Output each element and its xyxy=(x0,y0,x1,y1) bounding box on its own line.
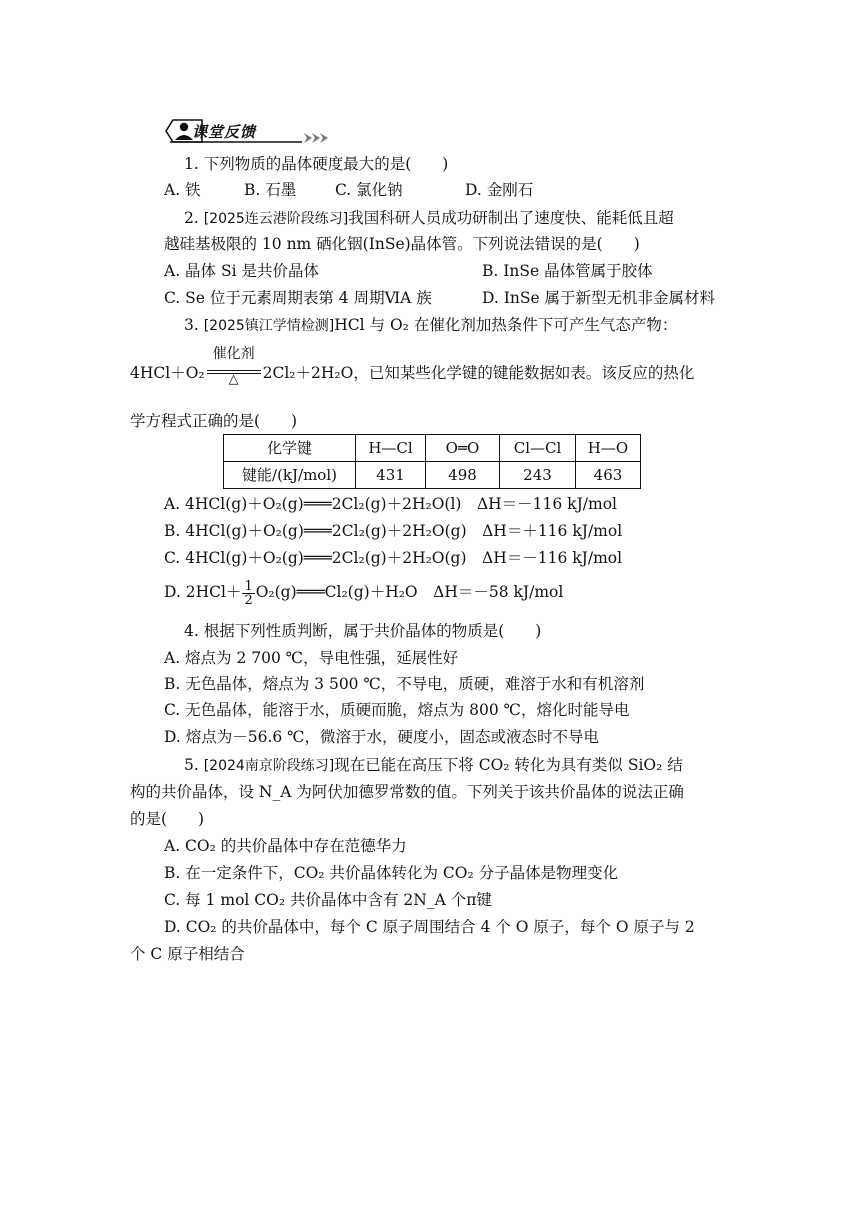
q5-stem-line1: 5. [2024南京阶段练习]现在已能在高压下将 CO₂ 转化为具有类似 SiO₂ 结 xyxy=(184,756,683,774)
q2-option-d: D. InSe 属于新型无机非金属材料 xyxy=(482,289,716,307)
q3-stem-line1: 3. [2025镇江学情检测]HCl 与 O₂ 在催化剂加热条件下可产生气态产物： xyxy=(184,316,678,334)
q4-option-a: A. 熔点为 2 700 ℃，导电性强，延展性好 xyxy=(164,649,459,667)
q4-option-c: C. 无色晶体，能溶于水，质硬而脆，熔点为 800 ℃，熔化时能导电 xyxy=(164,701,630,719)
q3-option-c: C. 4HCl(g)＋O₂(g)═══2Cl₂(g)＋2H₂O(g) ΔH＝－116 kJ/mol xyxy=(164,549,623,567)
table-cell: 243 xyxy=(500,462,576,489)
q5-option-d-continued: 个 C 原子相结合 xyxy=(130,945,245,963)
q3-option-a: A. 4HCl(g)＋O₂(g)═══2Cl₂(g)＋2H₂O(l) ΔH＝－116 kJ/mol xyxy=(164,495,617,513)
q3-option-b: B. 4HCl(g)＋O₂(g)═══2Cl₂(g)＋2H₂O(g) ΔH＝＋116 kJ/mol xyxy=(164,522,623,540)
q3-eq-right: 2Cl₂＋2H₂O，已知某些化学键的键能数据如表。该反应的热化 xyxy=(262,364,695,382)
q5-stem-line2: 构的共价晶体，设 N_A 为阿伏加德罗常数的值。下列关于该共价晶体的说法正确 xyxy=(130,783,684,801)
q5-source: [2024南京阶段练习] xyxy=(203,758,335,774)
q3-eq-left: 4HCl＋O₂ xyxy=(130,364,205,382)
q3-source: [2025镇江学情检测] xyxy=(203,318,335,334)
fraction-one-half: $\frac{1}{2}$ xyxy=(244,578,253,608)
q2-stem-line2: 越硅基极限的 10 nm 硒化铟(InSe)晶体管。下列说法错误的是( ) xyxy=(164,235,640,253)
q5-option-d: D. CO₂ 的共价晶体中，每个 C 原子周围结合 4 个 O 原子，每个 O 原子与 2 xyxy=(164,918,695,936)
q3-equation xyxy=(130,346,695,387)
q4-stem: 4. 根据下列性质判断，属于共价晶体的物质是( ) xyxy=(184,622,542,640)
table-header-cell: H—O xyxy=(576,435,641,462)
q1-option-a: A. 铁 xyxy=(164,181,201,199)
q1-stem: 1. 下列物质的晶体硬度最大的是( ) xyxy=(184,155,449,173)
q4-option-d: D. 熔点为－56.6 ℃，微溶于水，硬度小，固态或液态时不导电 xyxy=(164,728,600,746)
q1-option-d: D. 金刚石 xyxy=(465,181,534,199)
q5-option-a: A. CO₂ 的共价晶体中存在范德华力 xyxy=(164,837,407,855)
table-cell: 498 xyxy=(426,462,500,489)
q5-option-b: B. 在一定条件下，CO₂ 共价晶体转化为 CO₂ 分子晶体是物理变化 xyxy=(164,864,619,882)
table-row xyxy=(224,462,641,489)
q2-stem-line1: 2. [2025连云港阶段练习]我国科研人员成功研制出了速度快、能耗低且超 xyxy=(184,209,674,227)
table-header-cell: 化学键 xyxy=(224,435,356,462)
section-title: 课堂反馈 xyxy=(192,123,257,141)
q2-source: [2025连云港阶段练习] xyxy=(203,211,349,227)
q5-stem-line3: 的是( ) xyxy=(130,810,205,828)
q1-option-b: B. 石墨 xyxy=(244,181,297,199)
q2-option-b: B. InSe 晶体管属于胶体 xyxy=(482,262,653,280)
table-header-cell: H—Cl xyxy=(356,435,426,462)
table-cell: 463 xyxy=(576,462,641,489)
table-row-label: 键能/(kJ/mol) xyxy=(224,462,356,489)
q5-option-c: C. 每 1 mol CO₂ 共价晶体中含有 2N_A 个π键 xyxy=(164,891,492,909)
table-row xyxy=(224,435,641,462)
bond-energy-table xyxy=(223,434,641,489)
q2-option-c: C. Se 位于元素周期表第 4 周期ⅥA 族 xyxy=(164,289,432,307)
q3-option-d: D. 2HCl＋ $\frac{1}{2}$ O₂(g)═══Cl₂(g)＋H₂O ΔH＝－58 kJ/mol xyxy=(164,578,564,608)
q2-option-a: A. 晶体 Si 是共价晶体 xyxy=(164,262,319,280)
table-cell: 431 xyxy=(356,462,426,489)
q1-option-c: C. 氯化钠 xyxy=(335,181,403,199)
table-header-cell: O═O xyxy=(426,435,500,462)
q3-stem-line3: 学方程式正确的是( ) xyxy=(130,412,298,430)
section-header xyxy=(162,118,342,144)
q4-option-b: B. 无色晶体，熔点为 3 500 ℃，不导电，质硬，难溶于水和有机溶剂 xyxy=(164,675,645,693)
table-header-cell: Cl—Cl xyxy=(500,435,576,462)
q3-eq-condition: 催化剂 △ xyxy=(205,362,263,382)
